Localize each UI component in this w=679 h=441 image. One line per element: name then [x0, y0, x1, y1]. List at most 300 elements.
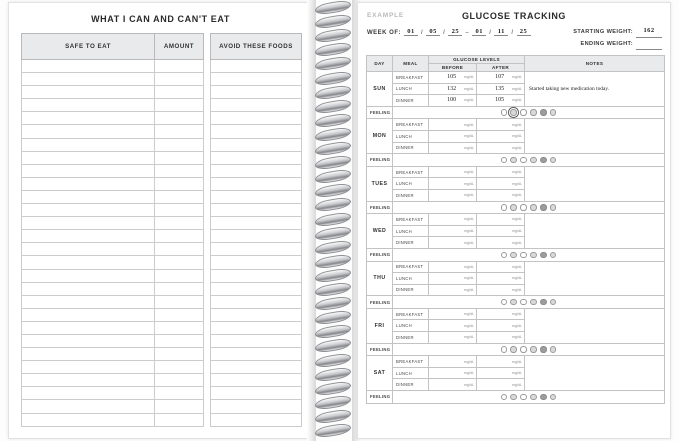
safe-food-cell[interactable] [22, 295, 155, 308]
week-end-day[interactable]: 11 [494, 28, 508, 36]
feeling-face-icon[interactable] [530, 109, 536, 115]
glucose-after-cell[interactable] [477, 379, 525, 391]
feeling-face-icon[interactable] [520, 346, 526, 352]
spiral-coil [315, 70, 351, 87]
safe-food-cell[interactable] [22, 151, 155, 164]
table-row[interactable] [211, 243, 302, 256]
amount-cell[interactable] [155, 86, 204, 99]
table-row[interactable] [211, 151, 302, 164]
right-page-title: GLUCOSE TRACKING [461, 11, 567, 21]
table-row[interactable] [22, 308, 204, 321]
feeling-face-icon[interactable] [530, 299, 536, 305]
feeling-face-icon[interactable] [520, 157, 526, 163]
feeling-label: FEELING [367, 248, 393, 261]
avoid-food-cell[interactable] [211, 269, 302, 282]
avoid-food-cell[interactable] [211, 138, 302, 151]
glucose-before-cell[interactable] [429, 189, 477, 201]
date-slash-2: / [443, 30, 446, 36]
glucose-before-cell[interactable] [429, 308, 477, 320]
glucose-value: 105 [447, 74, 457, 81]
amount-cell[interactable] [155, 230, 204, 243]
glucose-before-cell[interactable] [429, 95, 477, 107]
amount-cell[interactable] [155, 164, 204, 177]
spiral-coil [315, 140, 351, 157]
avoid-food-cell[interactable] [211, 243, 302, 256]
table-row[interactable] [211, 217, 302, 230]
feeling-face-icon[interactable] [550, 157, 556, 163]
avoid-food-cell[interactable] [211, 256, 302, 269]
table-row[interactable] [22, 99, 204, 112]
notes-cell[interactable] [525, 166, 665, 201]
unit-label: mg/dL [512, 240, 523, 245]
table-row[interactable] [22, 269, 204, 282]
feeling-face-icon[interactable] [540, 346, 546, 352]
table-row[interactable] [211, 334, 302, 347]
glucose-before-cell[interactable] [429, 72, 477, 84]
avoid-food-cell[interactable] [211, 230, 302, 243]
avoid-food-cell[interactable] [211, 73, 302, 86]
amount-cell[interactable] [155, 138, 204, 151]
glucose-after-cell[interactable] [477, 189, 525, 201]
safe-food-cell[interactable] [22, 204, 155, 217]
feeling-scale[interactable] [393, 391, 665, 404]
amount-cell[interactable] [155, 400, 204, 413]
feeling-row[interactable] [367, 106, 665, 119]
notes-cell[interactable] [525, 356, 665, 391]
feeling-scale[interactable] [393, 343, 665, 356]
table-row[interactable] [367, 166, 665, 178]
feeling-row[interactable] [367, 248, 665, 261]
notes-cell[interactable] [525, 261, 665, 296]
safe-food-cell[interactable] [22, 387, 155, 400]
unit-label: mg/dL [464, 170, 474, 175]
feeling-face-icon[interactable] [530, 157, 536, 163]
amount-cell[interactable] [155, 99, 204, 112]
right-page [357, 2, 671, 439]
feeling-row[interactable] [367, 154, 665, 167]
glucose-after-cell[interactable] [477, 332, 525, 344]
amount-cell[interactable] [155, 217, 204, 230]
table-row[interactable] [211, 387, 302, 400]
feeling-face-icon[interactable] [501, 252, 507, 258]
glucose-table-body [367, 72, 665, 404]
feeling-label: FEELING [367, 296, 393, 309]
table-row[interactable] [367, 308, 665, 320]
amount-cell[interactable] [155, 60, 204, 73]
feeling-face-icon[interactable] [540, 394, 546, 400]
unit-label: mg/dL [512, 264, 523, 269]
date-slash-3: / [489, 30, 492, 36]
header-amount: AMOUNT [155, 34, 204, 60]
table-row[interactable] [22, 204, 204, 217]
table-row[interactable] [22, 230, 204, 243]
amount-cell[interactable] [155, 282, 204, 295]
amount-cell[interactable] [155, 334, 204, 347]
meal-label: DINNER [393, 237, 429, 249]
table-row[interactable] [211, 321, 302, 334]
table-row[interactable] [22, 256, 204, 269]
avoid-food-cell[interactable] [211, 400, 302, 413]
feeling-face-icon[interactable] [550, 299, 556, 305]
glucose-after-cell[interactable] [477, 284, 525, 296]
meal-label: LUNCH [393, 130, 429, 142]
glucose-before-cell[interactable] [429, 332, 477, 344]
amount-cell[interactable] [155, 151, 204, 164]
safe-food-cell[interactable] [22, 334, 155, 347]
avoid-food-cell[interactable] [211, 151, 302, 164]
amount-cell[interactable] [155, 361, 204, 374]
table-row[interactable] [22, 60, 204, 73]
week-end-month[interactable]: 01 [472, 28, 486, 36]
safe-food-cell[interactable] [22, 138, 155, 151]
feeling-face-icon[interactable] [530, 204, 536, 210]
safe-food-cell[interactable] [22, 177, 155, 190]
notes-cell[interactable] [525, 308, 665, 343]
feeling-face-icon[interactable] [520, 204, 526, 210]
glucose-value: 132 [447, 85, 457, 92]
glucose-before-cell[interactable] [429, 142, 477, 154]
amount-cell[interactable] [155, 243, 204, 256]
notes-cell[interactable] [525, 72, 665, 107]
feeling-face-icon[interactable] [510, 252, 516, 258]
table-row[interactable] [22, 190, 204, 203]
feeling-face-icon[interactable] [530, 252, 536, 258]
table-row[interactable] [211, 138, 302, 151]
glucose-before-cell[interactable] [429, 367, 477, 379]
amount-cell[interactable] [155, 269, 204, 282]
amount-cell[interactable] [155, 295, 204, 308]
safe-food-cell[interactable] [22, 164, 155, 177]
table-row[interactable] [367, 72, 665, 84]
glucose-after-cell[interactable] [477, 119, 525, 131]
feeling-face-icon[interactable] [520, 252, 526, 258]
table-row[interactable] [22, 138, 204, 151]
safe-food-cell[interactable] [22, 243, 155, 256]
day-label: THU [367, 261, 393, 296]
safe-food-cell[interactable] [22, 308, 155, 321]
table-row[interactable] [22, 164, 204, 177]
avoid-food-cell[interactable] [211, 204, 302, 217]
glucose-after-cell[interactable] [477, 367, 525, 379]
day-label: SUN [367, 72, 393, 107]
safe-food-cell[interactable] [22, 230, 155, 243]
glucose-after-cell[interactable] [477, 178, 525, 190]
glucose-after-cell[interactable] [477, 83, 525, 95]
table-row[interactable] [211, 177, 302, 190]
amount-cell[interactable] [155, 112, 204, 125]
table-row[interactable] [211, 413, 302, 426]
glucose-before-cell[interactable] [429, 166, 477, 178]
glucose-after-cell[interactable] [477, 308, 525, 320]
avoid-food-cell[interactable] [211, 177, 302, 190]
table-row[interactable] [211, 256, 302, 269]
table-row[interactable] [22, 400, 204, 413]
table-row[interactable] [22, 361, 204, 374]
feeling-scale[interactable] [393, 201, 665, 214]
table-row[interactable] [22, 387, 204, 400]
feeling-face-icon[interactable] [501, 394, 507, 400]
feeling-face-icon[interactable] [501, 299, 507, 305]
amount-cell[interactable] [155, 125, 204, 138]
glucose-after-cell[interactable] [477, 142, 525, 154]
avoid-food-cell[interactable] [211, 99, 302, 112]
feeling-scale[interactable] [393, 106, 665, 119]
table-row[interactable] [211, 308, 302, 321]
feeling-face-icon[interactable] [510, 157, 516, 163]
safe-food-cell[interactable] [22, 282, 155, 295]
amount-cell[interactable] [155, 374, 204, 387]
weight-fields [573, 25, 662, 50]
avoid-food-cell[interactable] [211, 321, 302, 334]
avoid-food-cell[interactable] [211, 334, 302, 347]
glucose-before-cell[interactable] [429, 178, 477, 190]
amount-cell[interactable] [155, 73, 204, 86]
table-row[interactable] [22, 243, 204, 256]
glucose-before-cell[interactable] [429, 356, 477, 368]
feeling-face-icon[interactable] [520, 299, 526, 305]
table-row[interactable] [22, 151, 204, 164]
unit-label: mg/dL [512, 312, 523, 317]
week-start-month[interactable]: 01 [404, 28, 418, 36]
glucose-before-cell[interactable] [429, 83, 477, 95]
feeling-face-icon[interactable] [550, 252, 556, 258]
amount-cell[interactable] [155, 256, 204, 269]
table-row[interactable] [211, 361, 302, 374]
glucose-after-cell[interactable] [477, 356, 525, 368]
glucose-after-cell[interactable] [477, 214, 525, 226]
notes-cell[interactable] [525, 119, 665, 154]
safe-food-cell[interactable] [22, 400, 155, 413]
feeling-face-icon[interactable] [530, 394, 536, 400]
glucose-after-cell[interactable] [477, 95, 525, 107]
unit-label: mg/dL [464, 75, 474, 80]
week-end-year[interactable]: 25 [517, 28, 531, 36]
safe-food-cell[interactable] [22, 112, 155, 125]
table-row[interactable] [211, 164, 302, 177]
avoid-food-cell[interactable] [211, 308, 302, 321]
safe-food-cell[interactable] [22, 217, 155, 230]
table-row[interactable] [211, 204, 302, 217]
glucose-before-cell[interactable] [429, 284, 477, 296]
avoid-food-cell[interactable] [211, 413, 302, 426]
safe-food-cell[interactable] [22, 269, 155, 282]
table-row[interactable] [211, 99, 302, 112]
feeling-face-icon[interactable] [520, 109, 526, 115]
glucose-before-cell[interactable] [429, 237, 477, 249]
feeling-face-icon[interactable] [520, 394, 526, 400]
glucose-before-cell[interactable] [429, 320, 477, 332]
notes-cell[interactable] [525, 214, 665, 249]
header-glucose-levels: GLUCOSE LEVELS [429, 56, 525, 64]
amount-cell[interactable] [155, 177, 204, 190]
feeling-face-icon[interactable] [550, 394, 556, 400]
table-row[interactable] [367, 261, 665, 273]
feeling-face-icon[interactable] [530, 346, 536, 352]
table-row[interactable] [211, 190, 302, 203]
unit-label: mg/dL [512, 98, 523, 103]
amount-cell[interactable] [155, 387, 204, 400]
glucose-before-cell[interactable] [429, 119, 477, 131]
table-row[interactable] [22, 86, 204, 99]
table-row[interactable] [22, 348, 204, 361]
header-safe-to-eat: SAFE TO EAT [22, 34, 155, 60]
avoid-food-cell[interactable] [211, 374, 302, 387]
spiral-coil [315, 211, 351, 228]
table-row[interactable] [22, 295, 204, 308]
amount-cell[interactable] [155, 204, 204, 217]
avoid-food-cell[interactable] [211, 295, 302, 308]
glucose-before-cell[interactable] [429, 225, 477, 237]
feeling-face-icon[interactable] [501, 346, 507, 352]
table-row[interactable] [22, 217, 204, 230]
amount-cell[interactable] [155, 308, 204, 321]
glucose-after-cell[interactable] [477, 273, 525, 285]
avoid-food-cell[interactable] [211, 112, 302, 125]
safe-food-cell[interactable] [22, 73, 155, 86]
feeling-face-icon[interactable] [540, 299, 546, 305]
glucose-after-cell[interactable] [477, 72, 525, 84]
feeling-row[interactable] [367, 343, 665, 356]
feeling-face-icon[interactable] [510, 346, 516, 352]
table-row[interactable] [22, 177, 204, 190]
spiral-coil [315, 338, 351, 355]
avoid-food-cell[interactable] [211, 348, 302, 361]
table-row[interactable] [22, 413, 204, 426]
avoid-foods-rows [211, 60, 302, 427]
table-row[interactable] [211, 269, 302, 282]
safe-food-cell[interactable] [22, 190, 155, 203]
glucose-before-cell[interactable] [429, 261, 477, 273]
week-start-day[interactable]: 05 [426, 28, 440, 36]
avoid-food-cell[interactable] [211, 164, 302, 177]
avoid-food-cell[interactable] [211, 86, 302, 99]
table-row[interactable] [211, 348, 302, 361]
glucose-after-cell[interactable] [477, 237, 525, 249]
table-row[interactable] [22, 334, 204, 347]
table-row[interactable] [211, 295, 302, 308]
feeling-face-icon[interactable] [510, 394, 516, 400]
table-row[interactable] [22, 125, 204, 138]
safe-food-cell[interactable] [22, 321, 155, 334]
amount-cell[interactable] [155, 413, 204, 426]
unit-label: mg/dL [512, 145, 523, 150]
feeling-row[interactable] [367, 201, 665, 214]
table-row[interactable] [22, 374, 204, 387]
avoid-food-cell[interactable] [211, 361, 302, 374]
table-row[interactable] [211, 73, 302, 86]
glucose-after-cell[interactable] [477, 261, 525, 273]
starting-weight-row [573, 25, 662, 38]
table-row[interactable] [22, 73, 204, 86]
glucose-before-cell[interactable] [429, 214, 477, 226]
glucose-after-cell[interactable] [477, 166, 525, 178]
avoid-food-cell[interactable] [211, 190, 302, 203]
starting-weight-value[interactable]: 162 [636, 25, 662, 38]
table-row[interactable] [211, 230, 302, 243]
note-text: Started taking new medication today. [529, 85, 610, 92]
safe-food-cell[interactable] [22, 99, 155, 112]
ending-weight-value[interactable] [636, 49, 662, 50]
feeling-scale[interactable] [393, 154, 665, 167]
table-row[interactable] [211, 125, 302, 138]
safe-food-cell[interactable] [22, 348, 155, 361]
table-row[interactable] [22, 321, 204, 334]
table-row[interactable] [211, 400, 302, 413]
amount-cell[interactable] [155, 190, 204, 203]
spiral-coil [315, 422, 351, 439]
table-row[interactable] [211, 112, 302, 125]
table-row[interactable] [367, 214, 665, 226]
week-start-year[interactable]: 25 [448, 28, 462, 36]
meal-label: DINNER [393, 332, 429, 344]
table-row[interactable] [22, 112, 204, 125]
spiral-coil [315, 154, 351, 171]
table-row[interactable] [211, 374, 302, 387]
feeling-face-icon[interactable] [550, 346, 556, 352]
amount-cell[interactable] [155, 348, 204, 361]
avoid-food-cell[interactable] [211, 60, 302, 73]
feeling-face-icon[interactable] [501, 204, 507, 210]
safe-food-cell[interactable] [22, 60, 155, 73]
feeling-face-icon[interactable] [550, 204, 556, 210]
safe-food-cell[interactable] [22, 361, 155, 374]
feeling-scale[interactable] [393, 248, 665, 261]
safe-food-cell[interactable] [22, 125, 155, 138]
feeling-face-icon[interactable] [540, 252, 546, 258]
feeling-scale[interactable] [393, 296, 665, 309]
glucose-after-cell[interactable] [477, 320, 525, 332]
glucose-before-cell[interactable] [429, 273, 477, 285]
glucose-after-cell[interactable] [477, 225, 525, 237]
table-row[interactable] [211, 86, 302, 99]
table-row[interactable] [211, 282, 302, 295]
safe-food-cell[interactable] [22, 374, 155, 387]
feeling-face-icon[interactable] [510, 109, 516, 115]
feeling-row[interactable] [367, 296, 665, 309]
glucose-before-cell[interactable] [429, 130, 477, 142]
feeling-face-icon[interactable] [540, 157, 546, 163]
feeling-row[interactable] [367, 391, 665, 404]
feeling-face-icon[interactable] [501, 157, 507, 163]
safe-food-cell[interactable] [22, 256, 155, 269]
feeling-face-icon[interactable] [510, 299, 516, 305]
table-row[interactable] [211, 60, 302, 73]
unit-label: mg/dL [464, 359, 474, 364]
avoid-food-cell[interactable] [211, 387, 302, 400]
avoid-food-cell[interactable] [211, 282, 302, 295]
avoid-food-cell[interactable] [211, 125, 302, 138]
feeling-face-icon[interactable] [540, 109, 546, 115]
table-row[interactable] [367, 119, 665, 131]
safe-food-cell[interactable] [22, 86, 155, 99]
table-row[interactable] [367, 356, 665, 368]
glucose-before-cell[interactable] [429, 379, 477, 391]
avoid-food-cell[interactable] [211, 217, 302, 230]
meal-label: LUNCH [393, 178, 429, 190]
meal-label: DINNER [393, 189, 429, 201]
spiral-coil [315, 56, 351, 73]
glucose-after-cell[interactable] [477, 130, 525, 142]
feeling-face-icon[interactable] [501, 109, 507, 115]
feeling-face-icon[interactable] [510, 204, 516, 210]
table-row[interactable] [22, 282, 204, 295]
feeling-face-icon[interactable] [550, 109, 556, 115]
amount-cell[interactable] [155, 321, 204, 334]
feeling-face-icon[interactable] [540, 204, 546, 210]
unit-label: mg/dL [512, 122, 523, 127]
unit-label: mg/dL [464, 145, 474, 150]
safe-food-cell[interactable] [22, 413, 155, 426]
